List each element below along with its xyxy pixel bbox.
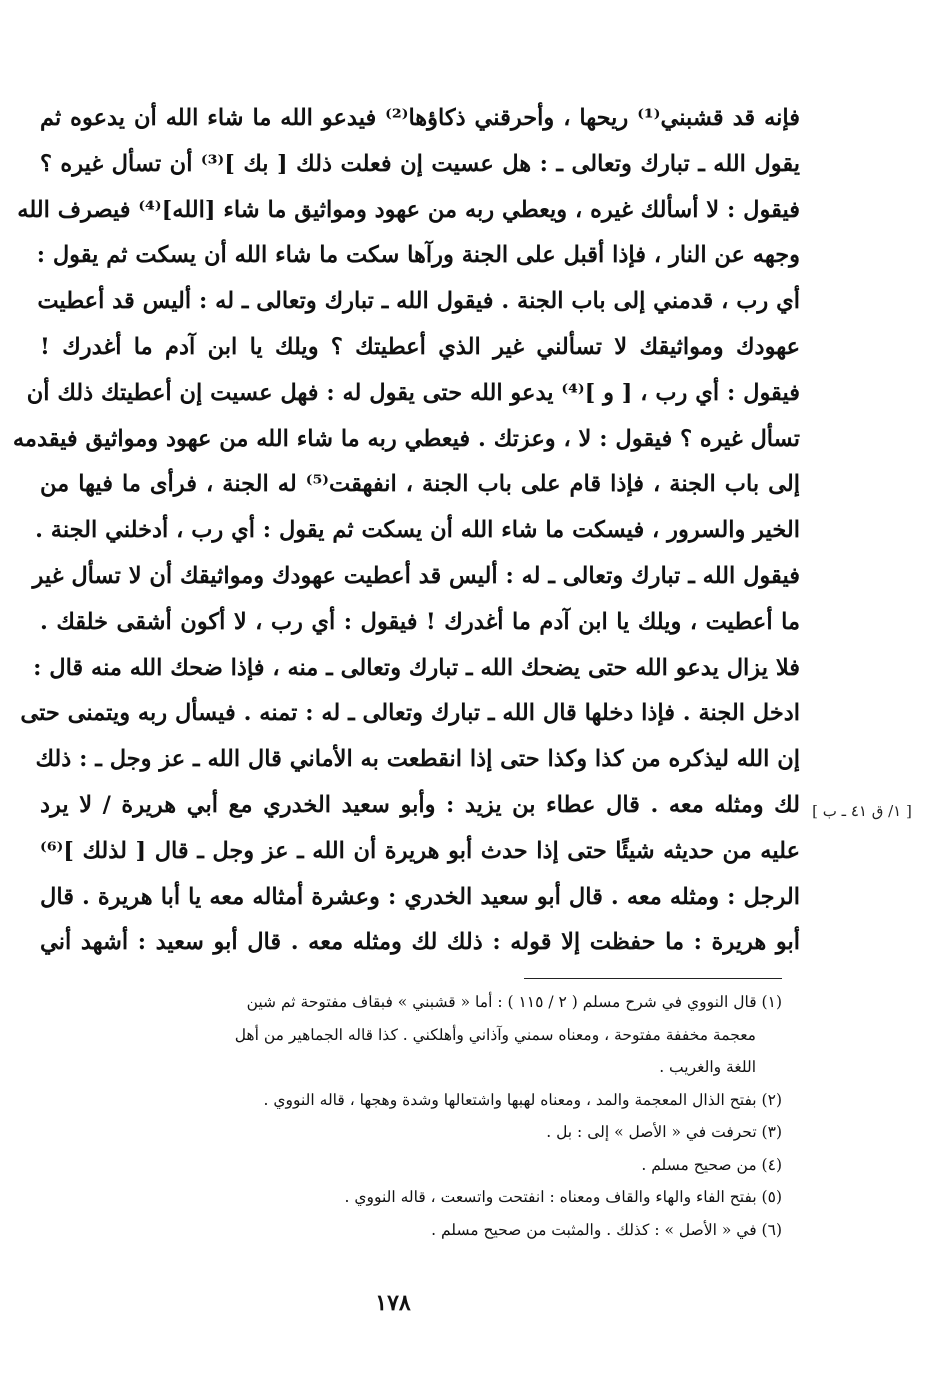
main-text-line: يقول الله ـ تبارك وتعالى ـ : هل عسيت إن فعلت ذلك [ بك ]⁽³⁾ أن تسأل غيره ؟ bbox=[40, 150, 800, 177]
main-text-line: وجهه عن النار ، فإذا أقبل على الجنة ورآها سكت ما شاء الله أن يسكت ثم يقول : bbox=[36, 242, 800, 269]
footnote-line: معجمة مخففة مفتوحة ، ومعناه سمني وآذاني وأهلكني . كذا قاله الجماهير من أهل bbox=[234, 1025, 756, 1044]
main-text-line: الخير والسرور ، فيسكت ما شاء الله أن يسكت ثم يقول : أي رب ، أدخلني الجنة . bbox=[35, 517, 800, 544]
main-text-line: فلا يزال يدعو الله حتى يضحك الله ـ تبارك وتعالى ـ منه ، فإذا ضحك الله منه قال : bbox=[33, 654, 800, 681]
main-text-line: فيقول : أي رب ، [ و ]⁽⁴⁾ يدعو الله حتى يقول له : فهل عسيت إن أعطيتك ذلك أن bbox=[26, 379, 800, 406]
main-text-line: إن الله ليذكره من كذا وكذا حتى إذا انقطعت به الأماني قال الله ـ عز وجل ـ : ذلك bbox=[35, 746, 800, 773]
main-text-line: الرجل : ومثله معه . قال أبو سعيد الخدري : وعشرة أمثاله معه يا أبا هريرة . قال bbox=[40, 883, 800, 910]
main-text-line: عهودك ومواثيقك لا تسألني غير الذي أعطيتك ؟ ويلك يا ابن آدم ما أغدرك ! bbox=[40, 333, 800, 360]
main-text-line: فيقول : لا أسألك غيره ، ويعطي ربه من عهود ومواثيق ما شاء [الله]⁽⁴⁾ فيصرف الله bbox=[17, 196, 800, 223]
main-text-line: لك ومثله معه . قال عطاء بن يزيد : وأبو سعيد الخدري مع أبي هريرة / لا يرد bbox=[40, 791, 800, 818]
main-text-line: فإنه قد قشبني⁽¹⁾ ريحها ، وأحرقني ذكاؤها⁽²⁾ فيدعو الله ما شاء الله أن يدعوه ثم bbox=[40, 105, 801, 131]
footnote-line: (٣) تحرفت في « الأصل » إلى : بل . bbox=[546, 1123, 782, 1141]
footnote-line: (٢) بفتح الذال المعجمة والمد ، ومعناه لهبها واشتعالها وشدة وهجها ، قاله النووي . bbox=[263, 1090, 782, 1109]
main-text-line: فيقول الله ـ تبارك وتعالى ـ له : أليس قد أعطيت عهودك ومواثيقك أن لا تسأل غير bbox=[32, 562, 800, 589]
footnote-line: (٦) في « الأصل » : كذلك . والمثبت من صحيح مسلم . bbox=[431, 1220, 782, 1239]
main-text-line: أبو هريرة : ما حفظت إلا قوله : ذلك لك ومثله معه . قال أبو سعيد : أشهد أني bbox=[40, 929, 800, 956]
main-text-line: إلى باب الجنة ، فإذا قام على باب الجنة ، انفهقت⁽⁵⁾ له الجنة ، فرأى ما فيها من bbox=[40, 471, 800, 498]
footnote-divider bbox=[524, 978, 782, 979]
footnote-line: (١) قال النووي في شرح مسلم ( ٢ / ١١٥ ) : أما « قشبني » فبقاف مفتوحة ثم شين bbox=[246, 993, 782, 1011]
footnote-line: (٤) من صحيح مسلم . bbox=[641, 1155, 782, 1174]
main-text-line: ما أعطيت ، ويلك يا ابن آدم ما أغدرك ! فيقول : أي رب ، لا أكون أشقى خلقك . bbox=[40, 608, 800, 635]
main-text-line: أي رب ، قدمني إلى باب الجنة . فيقول الله ـ تبارك وتعالى ـ له : أليس قد أعطيت bbox=[37, 288, 800, 315]
footnotes-block bbox=[112, 986, 782, 1246]
main-text-line: ادخل الجنة . فإذا دخلها قال الله ـ تبارك وتعالى ـ له : تمنه . فيسأل ربه ويتمنى حتى bbox=[20, 700, 800, 727]
footnote-line: اللغة والغريب . bbox=[659, 1058, 756, 1076]
main-text-line: عليه من حديثه شيئًا حتى إذا حدث أبو هريرة أن الله ـ عز وجل ـ قال [ لذلك ]⁽⁶⁾ bbox=[40, 837, 800, 864]
footnote-line: (٥) بفتح الفاء والهاء والقاف ومعناه : انفتحت واتسعت ، قاله النووي . bbox=[344, 1188, 782, 1206]
page-number: ١٧٨ bbox=[375, 1290, 411, 1316]
main-text-block bbox=[12, 96, 801, 966]
main-text-line: تسأل غيره ؟ فيقول : لا ، وعزتك . فيعطي ربه ما شاء الله من عهود ومواثيق فيقدمه bbox=[12, 425, 800, 452]
manuscript-margin-note: [ ١/ ق ٤١ ـ ب ] bbox=[812, 802, 912, 820]
